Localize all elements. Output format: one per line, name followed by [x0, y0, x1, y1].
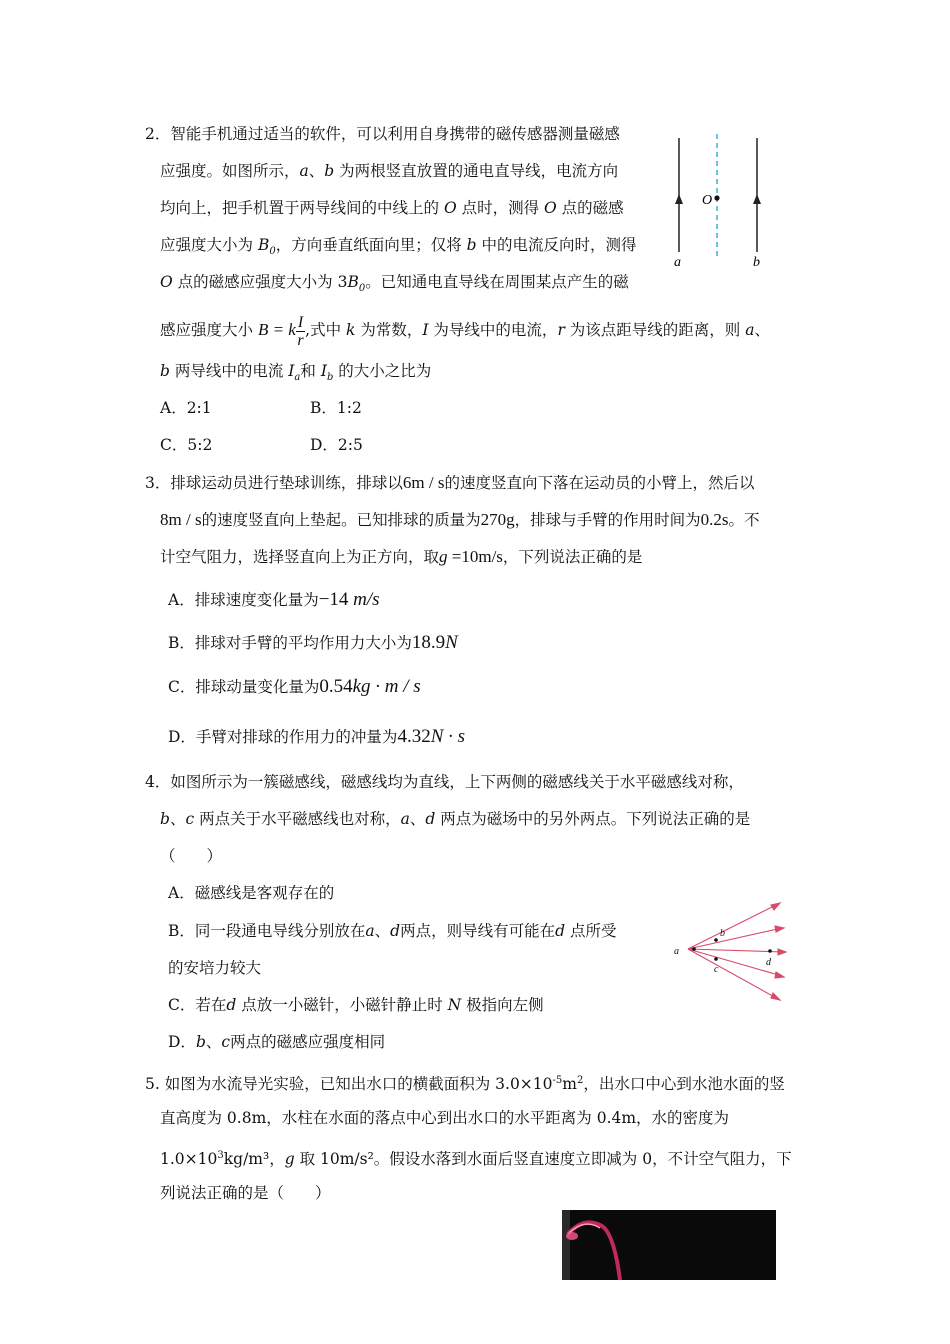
point-O [714, 195, 719, 200]
label-b: b [753, 255, 760, 270]
q4-option-b: B．同一段通电导线分别放在a、d两点，则导线有可能在d 点所受 [168, 922, 617, 940]
point-b [714, 938, 718, 942]
q2-line-1: 2．智能手机通过适当的软件，可以利用自身携带的磁传感器测量磁感 [145, 125, 620, 143]
field-line-2 [688, 928, 782, 949]
q3-line-2: 8m / s的速度竖直向上垫起。已知排球的质量为270g，排球与手臂的作用时间为0.2s。不 [160, 510, 760, 529]
q4-line-1: 4．如图所示为一簇磁感线，磁感线均为直线，上下两侧的磁感线关于水平磁感线对称， [145, 773, 744, 791]
field-line-5 [688, 949, 778, 999]
q4-option-b-line-2: 的安培力较大 [168, 959, 262, 977]
q5-line-2: 直高度为 0.8m，水柱在水面的落点中心到出水口的水平距离为 0.4m，水的密度为 [160, 1109, 730, 1127]
q3-option-c: C．排球动量变化量为0.54kg · m / s [168, 676, 421, 697]
q4-line-3: （ ） [160, 847, 223, 865]
q2-line-3: 均向上，把手机置于两导线间的中线上的 O 点时，测得 O 点的磁感 [160, 199, 624, 217]
q5-line-3: $1.0\times 10^3kg/m^3$，g 取 10m/s²。假设水落到水面后竖直速度立即减为 0，不计空气阻力，下 [160, 1150, 792, 1169]
label-O: O [702, 193, 713, 208]
point-a [692, 947, 696, 951]
arrow-5-icon [771, 993, 780, 1000]
q2-number: 2． [145, 125, 171, 143]
fig-label-d: d [766, 957, 771, 968]
arrow-2-icon [775, 926, 784, 932]
q3-line-1: 3．排球运动员进行垫球训练，排球以6m / s的速度竖直向下落在运动员的小臂上，然后以 [145, 473, 755, 492]
q2-option-b: B．1:2 [310, 399, 362, 417]
label-a: a [674, 255, 681, 270]
q2-option-a: A．2:1 [160, 399, 212, 417]
q4-option-a: A．磁感线是客观存在的 [168, 884, 335, 902]
formula-lhs: B = k [257, 320, 296, 339]
water-stream-drawing [562, 1210, 776, 1280]
water-light-guide-photo [562, 1210, 776, 1280]
arrow-3-icon [778, 949, 786, 955]
q4-option-c: C．若在d 点放一小磁针，小磁针静止时 N 极指向左侧 [168, 996, 544, 1014]
q2-line-7: b 两导线中的电流 $I_a$和 $I_b$ 的大小之比为 [160, 362, 432, 384]
q2-line-2: 应强度。如图所示，a、b 为两根竖直放置的通电直导线，电流方向 [160, 162, 619, 180]
arrow-4-icon [775, 972, 784, 978]
wire-a-arrow-icon [675, 194, 683, 204]
fig-label-b: b [720, 928, 725, 939]
fig-label-c: c [714, 964, 719, 975]
point-c [714, 957, 718, 961]
field-line-1 [688, 904, 778, 949]
q5-line-1: 5. 如图为水流导光实验，已知出水口的横截面积为 $3.0\times 10^{-5}m^2$，出水口中心到水池水面的竖 [145, 1075, 785, 1094]
q4-option-d: D．b、c两点的磁感应强度相同 [168, 1033, 386, 1051]
q5-line-4: 列说法正确的是（ ） [160, 1184, 331, 1202]
point-d [768, 949, 772, 953]
q2-option-d: D．2:5 [310, 436, 363, 454]
q3-line-3: 计空气阻力，选择竖直向上为正方向，取g =10m/s，下列说法正确的是 [160, 547, 643, 566]
q4-line-2: b、c 两点关于水平磁感线也对称，a、d 两点为磁场中的另外两点。下列说法正确的是 [160, 810, 751, 828]
q2-line-4: 应强度大小为 $B_0$，方向垂直纸面向里；仅将 b 中的电流反向时，测得 [160, 236, 637, 258]
q2-line-6: 感应强度大小 B = k $\frac{I}{r}$ ,式中 k 为常数，I 为导线中的电流，r 为该点距导线的距离，则 a、 [160, 313, 770, 349]
wire-b-arrow-icon [753, 194, 761, 204]
q3-option-a: A．排球速度变化量为−14 m/s [168, 589, 380, 610]
q2-line-5: O 点的磁感应强度大小为 $3B_0$。已知通电直导线在周围某点产生的磁 [160, 273, 629, 295]
q3-option-d: D．手臂对排球的作用力的冲量为4.32N · s [168, 726, 466, 747]
q4-field-lines-figure [670, 895, 795, 1010]
q2-option-c: C．5:2 [160, 436, 213, 454]
arrow-1-icon [771, 903, 780, 910]
q3-option-b: B．排球对手臂的平均作用力大小为18.9N [168, 632, 458, 653]
fig-label-a: a [674, 946, 679, 957]
formula-fraction: $\frac{I}{r}$ [297, 313, 304, 349]
q2-wire-figure [665, 130, 775, 272]
